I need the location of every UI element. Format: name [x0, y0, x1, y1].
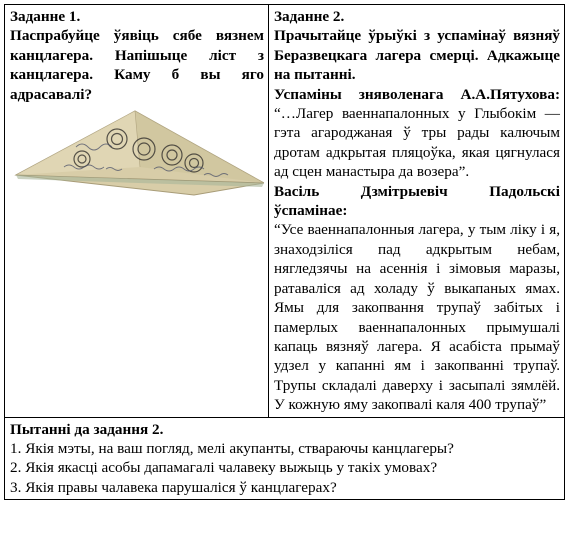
- source2-heading: Васіль Дзмітрыевіч Падольскі ўспамінае:: [274, 182, 560, 220]
- task1-cell: [5, 5, 269, 418]
- quote2: “Усе ваеннапалонныя лагера, у тым ліку і я, знаходзіліся пад адкрытым небам, нягледзячы на асеннія і зімовыя маразы, ратаваліся ад холаду ў выкапаных ямах. Ямы для закопвання трупаў забітых і памерлых ваеннапалонных прымушалі капаць вязняў лагера. Я асабіста прымаў удзел у капанні ям і закопванні трупаў. Трупы складалі даверху і засыпалі зямлёй. У кожную яму закопвалі каля 400 трупаў”: [274, 221, 560, 414]
- worksheet-table: [4, 4, 565, 500]
- questions-row: [5, 417, 565, 500]
- question-item: 2. Якія якасці асобы дапамагалі чалавеку выжыць у такіх умовах?: [10, 459, 438, 477]
- question-item: 1. Якія мэты, на ваш погляд, мелі акупанты, ствараючы канцлагеры?: [10, 439, 454, 457]
- quote1: “…Лагер ваеннапалонных у Глыбокім — гэта агароджаная ў тры рады калючым дротам адкрытая пляцоўка, якая цягнулася ад сцен манастыра да возера”.: [274, 105, 560, 181]
- tasks-row: [5, 5, 565, 418]
- task2-text: Прачытайце ўрыўкі з успамінаў вязняў Беразвецкага лагера смерці. Адкажыце на пытанні.: [274, 27, 560, 84]
- task2-title: Заданне 2.: [274, 8, 345, 25]
- task1-title: Заданне 1.: [10, 8, 81, 25]
- source1-heading: Успаміны зняволенага А.А.Пятухова:: [274, 85, 560, 103]
- questions-cell: [5, 417, 565, 500]
- questions-title: Пытанні да задання 2.: [10, 420, 164, 438]
- task1-text: Паспрабуйце ўявіць сябе вязнем канцлагера. Напішыце ліст з канцлагера. Каму б вы яго адрасавалі?: [10, 27, 264, 103]
- question-item: 3. Якія правы чалавека парушаліся ў канцлагерах?: [10, 478, 337, 496]
- task2-cell: [269, 5, 565, 418]
- triangle-letter-image: [14, 107, 264, 207]
